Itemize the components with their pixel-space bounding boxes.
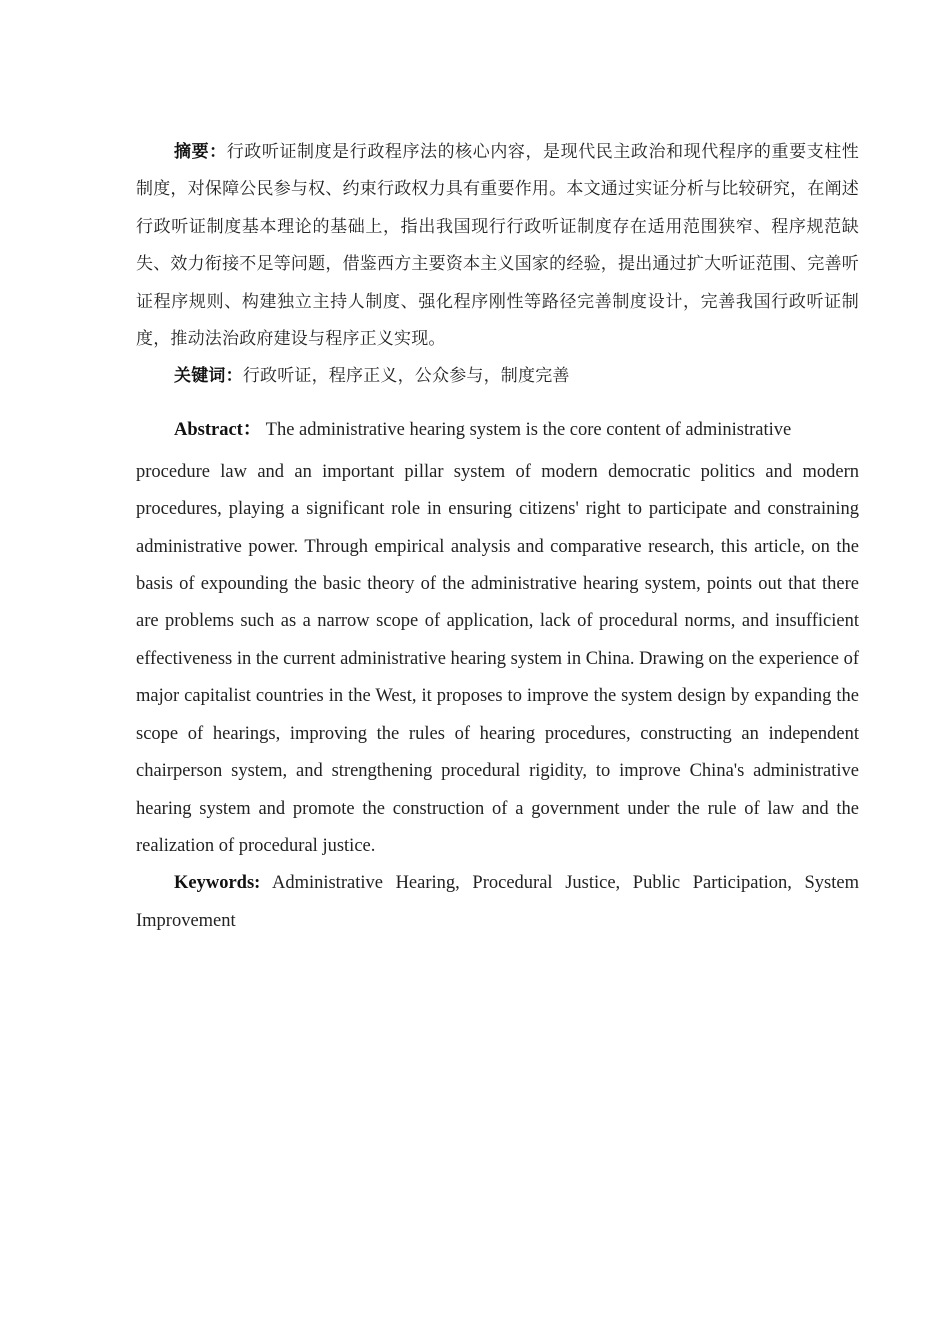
english-abstract [136,454,859,865]
chinese-abstract-text: 行政听证制度是行政程序法的核心内容，是现代民主政治和现代程序的重要支柱性制度，对保障公民参与权、约束行政权力具有重要作用。本文通过实证分析与比较研究，在阐述行政听证制度基本理论的基础上，指出我国现行行政听证制度存在适用范围狭窄、程序规范缺失、效力衔接不足等问题，借鉴西方主要资本主义国家的经验，提出通过扩大听证范围、完善听证程序规则、构建独立主持人制度、强化程序刚性等路径完善制度设计，完善我国行政听证制度，推动法治政府建设与程序正义实现。 [136,142,860,350]
english-abstract-label: Abstract： [174,419,262,440]
english-abstract-first-line-text: The administrative hearing system is the core content of administrative [265,419,792,440]
document-page [136,134,859,940]
chinese-abstract-label: 摘要： [174,142,227,162]
english-abstract-text: procedure law and an important pillar system of modern democratic politics and modern procedures, playing a significant role in ensuring citizens' right to participate and constraining administrative power. Through empirical analysis and comparative research, this article, on the basis of expounding the basic theory of the administrative hearing system, points out that there are problems such as a narrow scope of application, lack of procedural norms, and insufficient effectiveness in the current administrative hearing system in China. Drawing on the experience of major capitalist countries in the West, it proposes to improve the system design by expanding the scope of hearings, improving the rules of hearing procedures, constructing an independent chairperson system, and strengthening procedural rigidity, to improve China's administrative hearing system and promote the construction of a government under the rule of law and the realization of procedural justice. [136,461,859,856]
chinese-abstract [136,134,859,358]
english-keywords-text: Administrative Hearing, Procedural Justice, Public Participation, System Improvement [136,873,859,931]
english-keywords-label: Keywords: [174,873,261,894]
english-keywords [136,865,859,940]
chinese-keywords-text: 行政听证，程序正义，公众参与，制度完善 [242,366,570,387]
chinese-keywords [136,358,859,395]
english-abstract-first-line [136,406,859,454]
chinese-keywords-label: 关键词： [174,366,243,387]
